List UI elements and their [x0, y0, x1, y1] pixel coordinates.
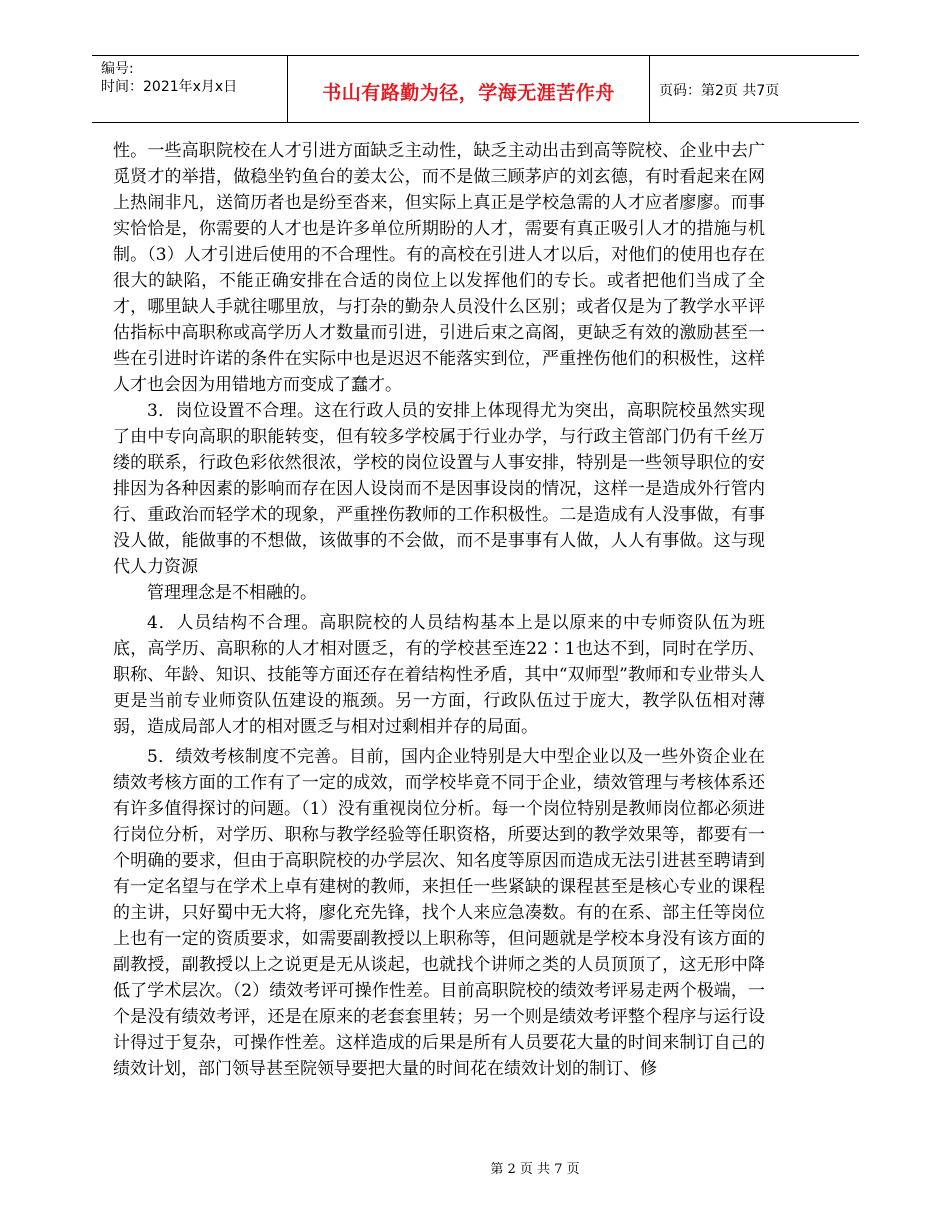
- paragraph: 3．岗位设置不合理。这在行政人员的安排上体现得尤为突出，高职院校虽然实现了由中专向高职的职能转变，但有较多学校属于行业办学，与行政主管部门仍有千丝万缕的联系，行政色彩依然很浓，学校的岗位设置与人事安排，特别是一些领导职位的安排因为各种因素的影响而存在因人设岗而不是因事设岗的情况，这样一是造成外行管内行、重政治而轻学术的现象，严重挫伤教师的工作积极性。二是造成有人没事做，有事没人做，能做事的不想做，该做事的不会做，而不是事事有人做，人人有事做。这与现代人力资源: [113, 401, 765, 577]
- header-meta: [101, 60, 237, 96]
- page-header: [92, 55, 859, 123]
- paragraph: 5．绩效考核制度不完善。目前，国内企业特别是大中型企业以及一些外资企业在绩效考核方面的工作有了一定的成效，而学校毕竟不同于企业，绩效管理与考核体系还有许多值得探讨的问题。（1）没有重视岗位分析。每一个岗位特别是教师岗位都必须进行岗位分析，对学历、职称与教学经验等任职资格，所要达到的教学效果等，都要有一个明确的要求，但由于高职院校的办学层次、知名度等原因而造成无法引进甚至聘请到有一定名望与在学术上卓有建树的教师，来担任一些紧缺的课程甚至是核心专业的课程的主讲，只好蜀中无大将，廖化充先锋，找个人来应急凑数。有的在系、部主任等岗位上也有一定的资质要求，如需要副教授以上职称等，但问题就是学校本身没有该方面的副教授，副教授以上之说更是无从谈起，也就找个讲师之类的人员顶顶了，这无形中降低了学术层次。（2）绩效考评可操作性差。目前高职院校的绩效考评易走两个极端，一个是没有绩效考评，还是在原来的老套套里转；另一个则是绩效考评整个程序与运行设计得过于复杂，可操作性差。这样造成的后果是所有人员要花大量的时间来制订自己的绩效计划，部门领导甚至院领导要把大量的时间花在绩效计划的制订、修: [113, 747, 765, 1079]
- header-divider: [649, 56, 650, 122]
- paragraph: 性。一些高职院校在人才引进方面缺乏主动性，缺乏主动出击到高等院校、企业中去广觅贤才的举措，做稳坐钓鱼台的姜太公，而不是做三顾茅庐的刘玄德，有时看起来在网上热闹非凡，送简历者也是纷至沓来，但实际上真正是学校急需的人才应者廖廖。而事实恰恰是，你需要的人才也是许多单位所期盼的人才，需要有真正吸引人才的措施与机制。（3）人才引进后使用的不合理性。有的高校在引进人才以后，对他们的使用也存在很大的缺陷，不能正确安排在合适的岗位上以发挥他们的专长。或者把他们当成了全才，哪里缺人手就往哪里放，与打杂的勤杂人员没什么区别；或者仅是为了教学水平评估指标中高职称或高学历人才数量而引进，引进后束之高阁，更缺乏有效的激励甚至一些在引进时许诺的条件在实际中也是迟迟不能落实到位，严重挫伤他们的积极性，这样人才也会因为用错地方而变成了蠢才。: [113, 141, 765, 395]
- header-motto: 书山有路勤为径，学海无涯苦作舟: [322, 82, 615, 104]
- time-label: 时间：2021年x月x日: [101, 79, 238, 95]
- page-footer: 第 2 页 共 7 页: [490, 1162, 580, 1177]
- header-page-label: 页码：第2页 共7页: [659, 83, 780, 99]
- paragraph: 管理理念是不相融的。: [147, 583, 317, 603]
- number-label: 编号:: [101, 61, 134, 77]
- paragraph: 4．人员结构不合理。高职院校的人员结构基本上是以原来的中专师资队伍为班底，高学历、高职称的人才相对匮乏，有的学校甚至连22∶1也达不到，同时在学历、职称、年龄、知识、技能等方面还存在着结构性矛盾，其中“双师型”教师和专业带头人更是当前专业师资队伍建设的瓶颈。另一方面，行政队伍过于庞大，教学队伍相对薄弱，造成局部人才的相对匮乏与相对过剩相并存的局面。: [113, 613, 765, 737]
- document-body: [113, 138, 765, 1082]
